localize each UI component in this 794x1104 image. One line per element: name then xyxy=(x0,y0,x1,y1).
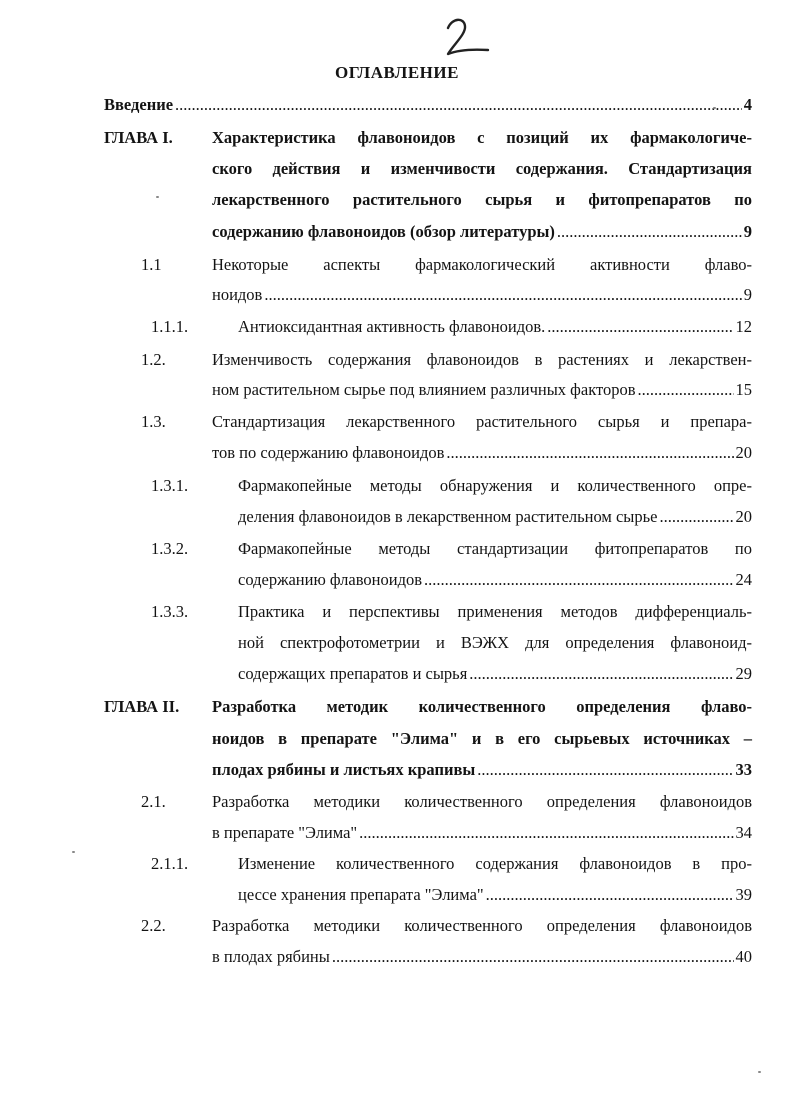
toc-label: Введение xyxy=(104,95,174,114)
toc-entry-1-3-3-last xyxy=(238,664,752,684)
chapter-number: ГЛАВА II. xyxy=(104,697,180,716)
toc-entry-2-1-1-last xyxy=(238,885,752,905)
toc-page: 15 xyxy=(735,380,752,399)
toc-entry-1-1-1 xyxy=(238,317,752,337)
toc-label: содержанию флавоноидов (обзор литературы) xyxy=(212,222,555,241)
scan-speck xyxy=(72,851,75,853)
toc-entry-2-2-last xyxy=(212,947,752,967)
scan-speck xyxy=(713,107,716,109)
scan-speck xyxy=(156,196,159,198)
dot-leader xyxy=(264,285,741,305)
toc-entry-1-2-last xyxy=(212,380,752,400)
toc-page: 4 xyxy=(743,95,752,114)
toc-label: плодах рябины и листьях крапивы xyxy=(212,760,476,779)
toc-entry-chapter2-last xyxy=(212,760,752,780)
toc-text-line: Разработка методики количественного определения флавоноидов xyxy=(212,792,752,811)
toc-title: ОГЛАВЛЕНИЕ xyxy=(335,63,459,82)
dot-leader xyxy=(638,380,734,400)
toc-page: 20 xyxy=(735,507,752,526)
section-number: 1.3.1. xyxy=(151,476,189,495)
section-number: 2.2. xyxy=(141,916,166,935)
toc-text-line: ной спектрофотометрии и ВЭЖХ для определения флавоноид- xyxy=(238,633,752,652)
section-number: 1.1 xyxy=(141,255,162,274)
toc-text-line: Изменчивость содержания флавоноидов в растениях и лекарствен- xyxy=(212,350,752,369)
toc-label: содержащих препаратов и сырья xyxy=(238,664,468,683)
dot-leader xyxy=(469,664,733,684)
toc-text-line: Некоторые аспекты фармакологический активности флаво- xyxy=(212,255,752,274)
toc-text-line: Разработка методики количественного определения флавоноидов xyxy=(212,916,752,935)
section-number: 2.1. xyxy=(141,792,166,811)
toc-text-line: Изменение количественного содержания флавоноидов в про- xyxy=(238,854,752,873)
toc-label: в плодах рябины xyxy=(212,947,330,966)
dot-leader xyxy=(332,947,734,967)
toc-page: 39 xyxy=(735,885,752,904)
dot-leader xyxy=(175,95,742,115)
dot-leader xyxy=(359,823,733,843)
toc-entry-chapter1-last xyxy=(212,222,752,242)
chapter-number: ГЛАВА I. xyxy=(104,128,173,147)
section-number: 1.2. xyxy=(141,350,166,369)
toc-label: ном растительном сырье под влиянием различных факторов xyxy=(212,380,636,399)
dot-leader xyxy=(446,443,733,463)
toc-entry-1-3-2-last xyxy=(238,570,752,590)
dot-leader xyxy=(424,570,733,590)
toc-text-line: Разработка методик количественного определения флаво- xyxy=(212,697,752,716)
toc-label: содержанию флавоноидов xyxy=(238,570,423,589)
toc-text-line: Стандартизация лекарственного растительного сырья и препара- xyxy=(212,412,752,431)
toc-page: 33 xyxy=(735,760,752,779)
toc-label: деления флавоноидов в лекарственном растительном сырье xyxy=(238,507,658,526)
toc-label: ноидов xyxy=(212,285,263,304)
scan-speck xyxy=(758,1071,761,1073)
toc-label: тов по содержанию флавоноидов xyxy=(212,443,445,462)
toc-text-line: Фармакопейные методы стандартизации фитопрепаратов по xyxy=(238,539,752,558)
toc-page: 34 xyxy=(735,823,752,842)
section-number: 1.3.2. xyxy=(151,539,189,558)
section-number: 1.3. xyxy=(141,412,166,431)
toc-page: 12 xyxy=(735,317,752,336)
toc-label: Антиоксидантная активность флавоноидов. xyxy=(238,317,546,336)
handwritten-page-number xyxy=(438,14,498,60)
toc-text-line: Фармакопейные методы обнаружения и количественного опре- xyxy=(238,476,752,495)
section-number: 1.3.3. xyxy=(151,602,189,621)
toc-text-line: ского действия и изменчивости содержания. Стандартизация xyxy=(212,159,752,178)
section-number: 2.1.1. xyxy=(151,854,189,873)
toc-text-line: Практика и перспективы применения методов дифференциаль- xyxy=(238,602,752,621)
toc-page: 9 xyxy=(743,285,752,304)
toc-page: 29 xyxy=(735,664,752,683)
toc-text-line: Характеристика флавоноидов с позиций их фармакологиче- xyxy=(212,128,752,147)
toc-page: 20 xyxy=(735,443,752,462)
toc-page: 24 xyxy=(735,570,752,589)
toc-entry-1-1-last xyxy=(212,285,752,305)
dot-leader xyxy=(477,760,733,780)
toc-page: 40 xyxy=(735,947,752,966)
dot-leader xyxy=(660,507,734,527)
dot-leader xyxy=(486,885,734,905)
toc-entry-1-3-last xyxy=(212,443,752,463)
toc-label: цессе хранения препарата "Элима" xyxy=(238,885,484,904)
section-number: 1.1.1. xyxy=(151,317,189,336)
toc-text-line: ноидов в препарате "Элима" и в его сырьевых источниках – xyxy=(212,729,752,748)
dot-leader xyxy=(557,222,742,242)
toc-label: в препарате "Элима" xyxy=(212,823,358,842)
toc-entry-1-3-1-last xyxy=(238,507,752,527)
toc-text-line: лекарственного растительного сырья и фитопрепаратов по xyxy=(212,190,752,209)
toc-entry-2-1-last xyxy=(212,823,752,843)
dot-leader xyxy=(547,317,733,337)
toc-page: 9 xyxy=(743,222,752,241)
toc-entry-intro xyxy=(104,95,752,115)
